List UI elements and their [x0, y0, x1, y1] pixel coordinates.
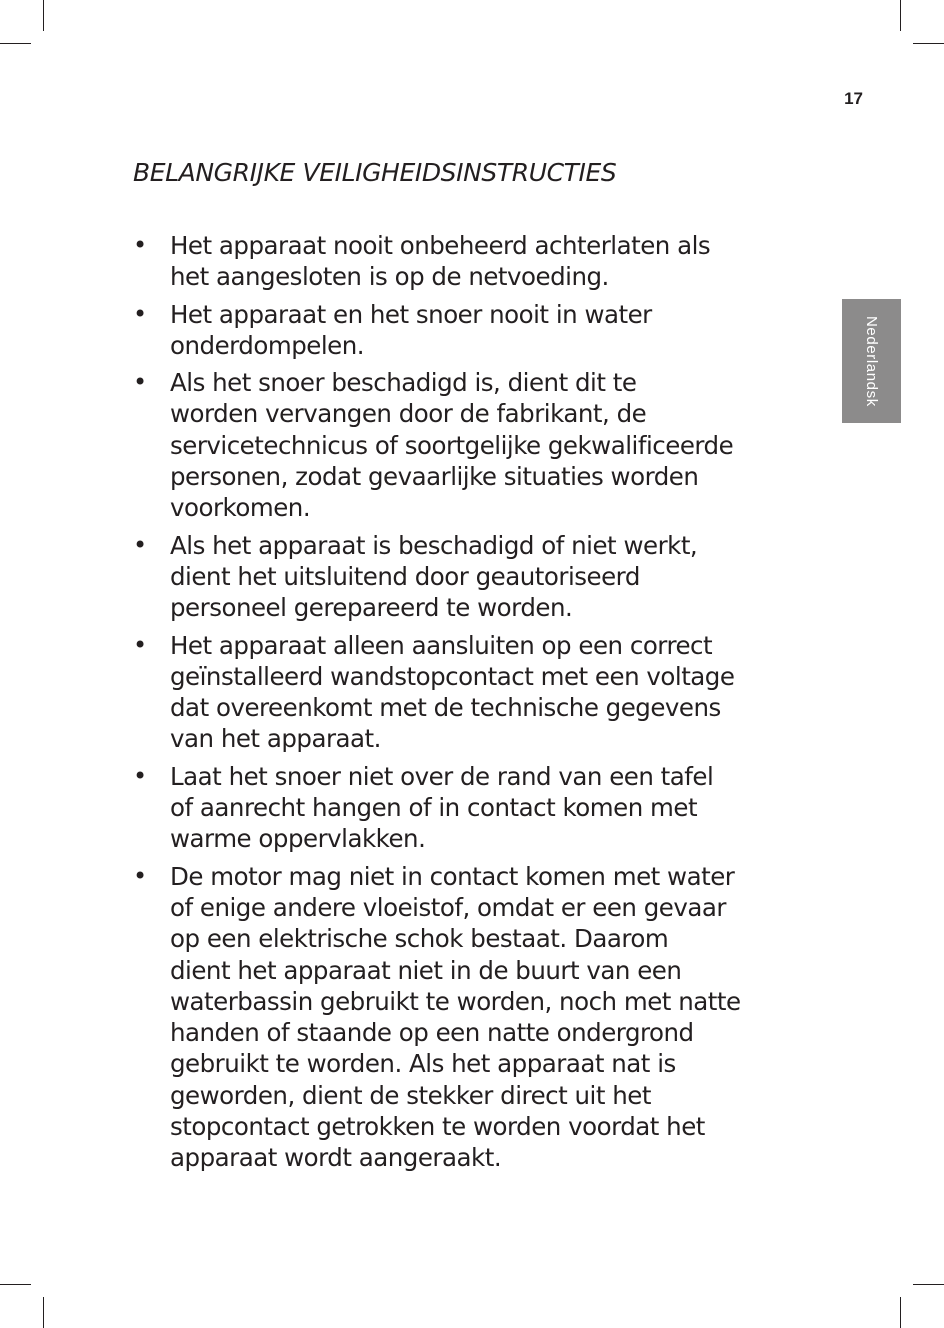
instruction-item — [133, 630, 803, 755]
language-tab — [842, 299, 901, 423]
instruction-item — [133, 299, 803, 362]
bullet-icon: • — [133, 231, 148, 259]
bullet-icon: • — [133, 630, 148, 659]
instruction-item — [133, 761, 803, 855]
instruction-text: Als het apparaat is beschadigd of niet werkt, dient het uitsluitend door geautoriseerd personeel gerepareerd te worden. — [170, 530, 698, 623]
bullet-icon: • — [133, 299, 148, 328]
crop-mark-bottom-right-vertical — [900, 1297, 901, 1328]
instruction-text: Het apparaat en het snoer nooit in water onderdompelen. — [170, 299, 652, 360]
instruction-item — [133, 861, 803, 1174]
language-tab-label: Nederlandsk — [863, 315, 880, 407]
instruction-text: Het apparaat nooit onbeheerd achterlaten als het aangesloten is op de netvoeding. — [170, 231, 711, 292]
bullet-icon: • — [133, 368, 148, 397]
crop-mark-top-right-vertical — [900, 0, 901, 31]
instruction-item — [133, 230, 803, 293]
section-title: BELANGRIJKE VEILIGHEIDSINSTRUCTIES — [133, 158, 617, 187]
crop-mark-top-left-vertical — [43, 0, 44, 31]
crop-mark-top-left-horizontal — [0, 43, 31, 44]
instruction-text: Het apparaat alleen aansluiten op een correct geïnstalleerd wandstopcontact met een voltage dat overeenkomt met de technische gegevens van het apparaat. — [170, 630, 735, 754]
instruction-text: Laat het snoer niet over de rand van een tafel of aanrecht hangen of in contact komen met warme oppervlakken. — [170, 761, 714, 854]
page-number: 17 — [844, 89, 863, 108]
instruction-text: De motor mag niet in contact komen met water of enige andere vloeistof, omdat er een gevaar op een elektrische schok bestaat. Daarom dient het apparaat niet in de buurt van een waterbassin gebruikt te worden, noch met natte handen of staande op een natte ondergrond gebruikt te worden. Als het apparaat nat is geworden, dient de stekker direct uit het stopcontact getrokken te worden voordat het apparaat wordt aangeraakt. — [170, 861, 741, 1173]
crop-mark-bottom-left-horizontal — [0, 1284, 31, 1285]
instruction-list — [133, 230, 803, 1180]
instruction-item — [133, 367, 803, 523]
bullet-icon: • — [133, 861, 148, 890]
bullet-icon: • — [133, 761, 148, 790]
crop-mark-bottom-left-vertical — [43, 1297, 44, 1328]
instruction-item — [133, 530, 803, 624]
bullet-icon: • — [133, 530, 148, 559]
crop-mark-bottom-right-horizontal — [913, 1284, 944, 1285]
instruction-text: Als het snoer beschadigd is, dient dit te worden vervangen door de fabrikant, de servicetechnicus of soortgelijke gekwalificeerde personen, zodat gevaarlijke situaties worden voorkomen. — [170, 368, 734, 523]
crop-mark-top-right-horizontal — [913, 43, 944, 44]
